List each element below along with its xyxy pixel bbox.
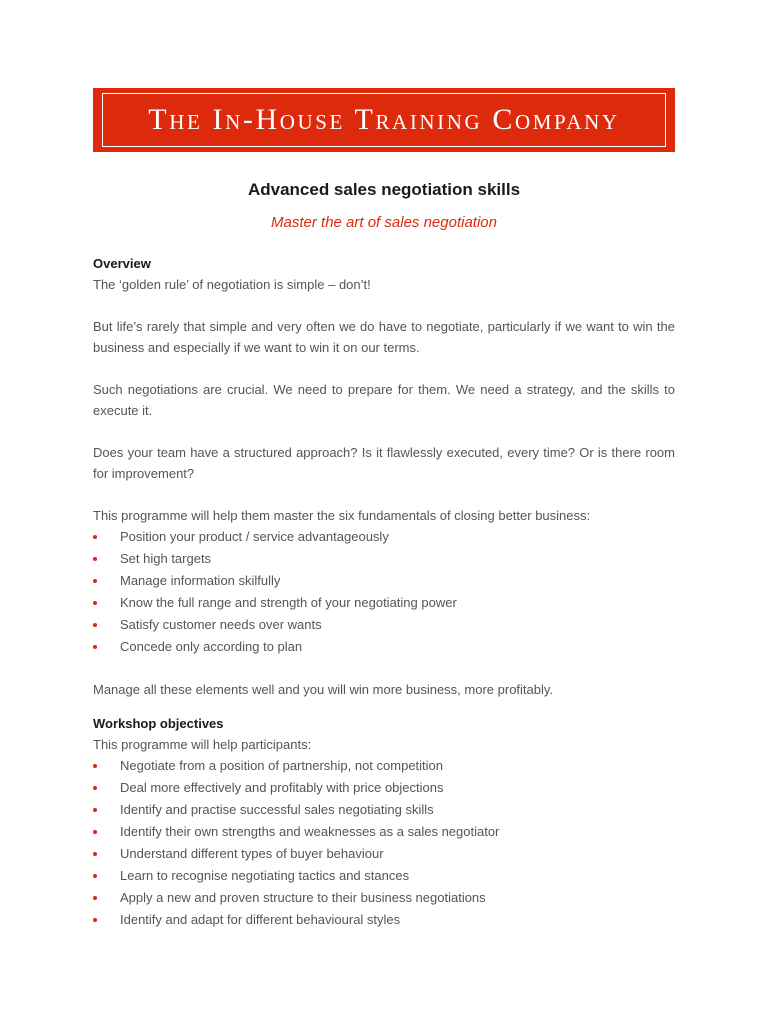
overview-paragraph: Does your team have a structured approach? Is it flawlessly executed, every time? Or is there room for improvement? [93,445,675,481]
list-item [93,592,675,614]
bullet-icon [93,535,97,539]
list-item [93,909,675,931]
bullet-icon [93,808,97,812]
page-title: Advanced sales negotiation skills [247,180,521,199]
list-item-text: Identify and adapt for different behavioural styles [120,912,401,927]
objectives-intro: This programme will help participants: [93,737,312,752]
list-item-text: Understand different types of buyer behaviour [120,846,384,861]
bullet-icon [93,645,97,649]
overview-paragraph: Such negotiations are crucial. We need to prepare for them. We need a strategy, and the skills to execute it. [93,382,675,418]
list-item [93,526,675,548]
overview-paragraph: The ‘golden rule’ of negotiation is simple – don’t! [93,277,371,292]
bullet-icon [93,764,97,768]
list-item [93,821,675,843]
list-item-text: Position your product / service advantageously [120,529,389,544]
bullet-icon [93,579,97,583]
company-name: The In-House Training Company [148,103,620,136]
list-item [93,548,675,570]
list-item [93,755,675,777]
document-page [93,88,675,931]
bullet-icon [93,896,97,900]
list-item [93,777,675,799]
list-item-text: Apply a new and proven structure to their business negotiations [120,890,486,905]
list-item [93,636,675,658]
list-item-text: Set high targets [120,551,212,566]
list-item [93,843,675,865]
bullet-icon [93,623,97,627]
list-item [93,865,675,887]
bullet-icon [93,786,97,790]
bullet-icon [93,830,97,834]
objectives-list [93,755,675,931]
list-item-text: Manage information skilfully [120,573,281,588]
fundamentals-list [93,526,675,658]
bullet-icon [93,874,97,878]
list-item-text: Know the full range and strength of your negotiating power [120,595,457,610]
overview-paragraph: But life’s rarely that simple and very often we do have to negotiate, particularly if we want to win the business and especially if we want to win it on our terms. [93,319,675,355]
objectives-heading: Workshop objectives [93,716,224,731]
overview-paragraph: This programme will help them master the six fundamentals of closing better business: [93,508,591,523]
overview-heading: Overview [93,256,151,271]
list-item-text: Deal more effectively and profitably with price objections [120,780,444,795]
list-item [93,887,675,909]
list-item-text: Concede only according to plan [120,639,303,654]
list-item [93,799,675,821]
banner-frame [102,93,666,147]
list-item-text: Identify and practise successful sales negotiating skills [120,802,434,817]
overview-closing: Manage all these elements well and you will win more business, more profitably. [93,682,554,697]
bullet-icon [93,852,97,856]
list-item [93,570,675,592]
list-item-text: Identify their own strengths and weaknesses as a sales negotiator [120,824,500,839]
company-banner [93,88,675,152]
bullet-icon [93,557,97,561]
list-item-text: Negotiate from a position of partnership, not competition [120,758,444,773]
list-item-text: Learn to recognise negotiating tactics and stances [120,868,410,883]
bullet-icon [93,601,97,605]
bullet-icon [93,918,97,922]
page-subtitle: Master the art of sales negotiation [271,214,497,231]
list-item [93,614,675,636]
list-item-text: Satisfy customer needs over wants [120,617,322,632]
